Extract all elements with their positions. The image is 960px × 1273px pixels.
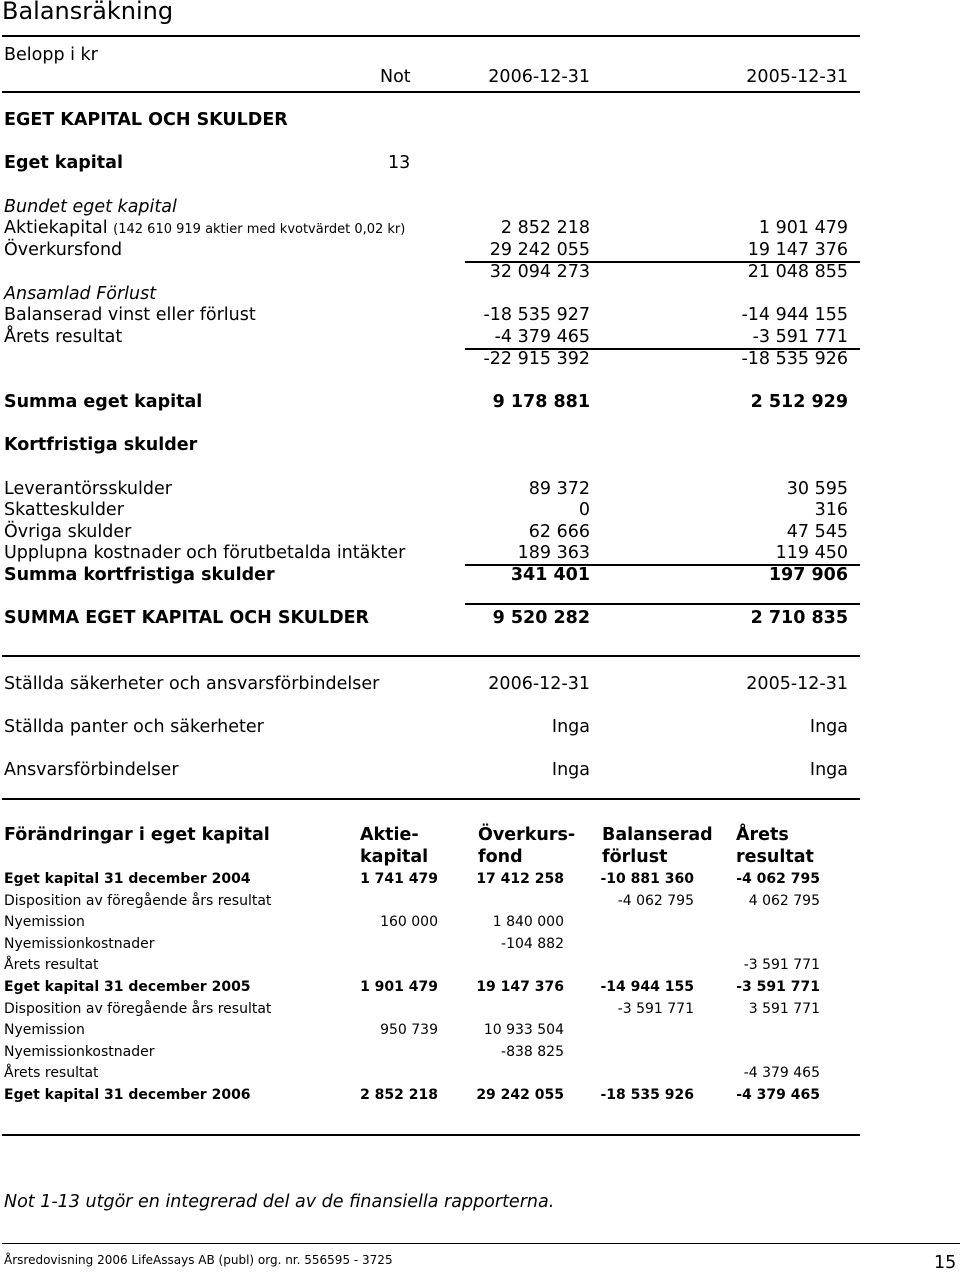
changes-cell: -104 882 xyxy=(501,936,564,952)
divider xyxy=(2,1134,860,1136)
skuld-2005: 316 xyxy=(814,500,848,520)
aktiekapital-2006: 2 852 218 xyxy=(500,218,590,238)
col-overkurs-1: Överkurs- xyxy=(478,825,576,845)
summa-total-2005: 2 710 835 xyxy=(750,608,848,628)
changes-cell: -3 591 771 xyxy=(617,1001,694,1017)
changes-cell: 4 062 795 xyxy=(748,893,820,909)
col-balanserad-2: förlust xyxy=(602,847,668,867)
changes-row-label: Eget kapital 31 december 2006 xyxy=(4,1087,251,1103)
changes-cell: 3 591 771 xyxy=(748,1001,820,1017)
changes-row-label: Nyemissionkostnader xyxy=(4,1044,155,1060)
panter-2005: Inga xyxy=(809,717,848,737)
arets-2006: -4 379 465 xyxy=(494,327,590,347)
aktiekapital-name: Aktiekapital xyxy=(4,218,108,238)
changes-row-label: Eget kapital 31 december 2005 xyxy=(4,979,251,995)
skuld-2006: 189 363 xyxy=(517,543,590,563)
footer-text: Årsredovisning 2006 LifeAssays AB (publ) org. nr. 556595 - 3725 xyxy=(4,1253,393,1267)
divider xyxy=(2,35,860,37)
arets-2005: -3 591 771 xyxy=(752,327,848,347)
ansamlad-heading: Ansamlad Förlust xyxy=(4,284,157,304)
changes-cell: -4 062 795 xyxy=(617,893,694,909)
stallda-2005: 2005-12-31 xyxy=(746,674,848,694)
skuld-2006: 62 666 xyxy=(528,522,590,542)
changes-row-label: Disposition av föregående års resultat xyxy=(4,1001,272,1017)
summa-total-2006: 9 520 282 xyxy=(492,608,590,628)
changes-cell: -10 881 360 xyxy=(600,871,694,887)
ansvar-2006: Inga xyxy=(551,760,590,780)
changes-row-label: Eget kapital 31 december 2004 xyxy=(4,871,251,887)
skuld-label: Övriga skulder xyxy=(4,522,132,542)
changes-cell: -838 825 xyxy=(501,1044,564,1060)
header-not: Not xyxy=(380,67,411,87)
changes-cell: 1 741 479 xyxy=(360,871,438,887)
ansvar-2005: Inga xyxy=(809,760,848,780)
changes-cell: 160 000 xyxy=(380,914,438,930)
divider xyxy=(465,603,860,605)
changes-row-label: Nyemission xyxy=(4,1022,85,1038)
changes-title: Förändringar i eget kapital xyxy=(4,825,270,845)
col-balanserad-1: Balanserad xyxy=(602,825,713,845)
divider xyxy=(2,655,860,657)
section-heading: EGET KAPITAL OCH SKULDER xyxy=(4,110,288,130)
changes-cell: 17 412 258 xyxy=(476,871,564,887)
changes-cell: 19 147 376 xyxy=(476,979,564,995)
changes-cell: 1 840 000 xyxy=(492,914,564,930)
skuld-2006: 0 xyxy=(578,500,590,520)
changes-cell: -4 062 795 xyxy=(736,871,820,887)
skuld-label: Upplupna kostnader och förutbetalda intäkter xyxy=(4,543,406,563)
skuld-2005: 47 545 xyxy=(786,522,848,542)
changes-cell: -3 591 771 xyxy=(736,979,820,995)
col-overkurs-2: fond xyxy=(478,847,523,867)
skuld-2005: 30 595 xyxy=(786,479,848,499)
changes-cell: -3 591 771 xyxy=(743,957,820,973)
skuld-label: Leverantörsskulder xyxy=(4,479,172,499)
changes-row-label: Årets resultat xyxy=(4,957,99,973)
changes-row-label: Årets resultat xyxy=(4,1065,99,1081)
skuld-label: Skatteskulder xyxy=(4,500,124,520)
summa-eget-2006: 9 178 881 xyxy=(492,392,590,412)
stallda-2006: 2006-12-31 xyxy=(488,674,590,694)
summa-kort-label: Summa kortfristiga skulder xyxy=(4,565,275,585)
changes-cell: -4 379 465 xyxy=(736,1087,820,1103)
overkursfond-2006: 29 242 055 xyxy=(489,240,590,260)
changes-row-label: Nyemissionkostnader xyxy=(4,936,155,952)
kortfristiga-heading: Kortfristiga skulder xyxy=(4,435,198,455)
ansamlad-sum-2006: -22 915 392 xyxy=(483,349,590,369)
bundet-heading: Bundet eget kapital xyxy=(4,197,177,217)
summa-kort-2005: 197 906 xyxy=(768,565,848,585)
note-ref: 13 xyxy=(388,153,411,173)
summa-kort-2006: 341 401 xyxy=(510,565,590,585)
footer-divider xyxy=(2,1243,960,1244)
summa-eget-2005: 2 512 929 xyxy=(750,392,848,412)
aktiekapital-label xyxy=(4,218,405,238)
changes-cell: -14 944 155 xyxy=(600,979,694,995)
changes-cell: -18 535 926 xyxy=(600,1087,694,1103)
changes-cell: 29 242 055 xyxy=(476,1087,564,1103)
stallda-label: Ställda säkerheter och ansvarsförbindelser xyxy=(4,674,380,694)
arets-label: Årets resultat xyxy=(4,327,123,347)
changes-cell: 2 852 218 xyxy=(360,1087,438,1103)
bundet-sum-2005: 21 048 855 xyxy=(747,262,848,282)
changes-cell: 10 933 504 xyxy=(483,1022,564,1038)
unit-label: Belopp i kr xyxy=(4,45,98,65)
eget-kapital-heading: Eget kapital xyxy=(4,153,123,173)
divider xyxy=(2,91,860,93)
changes-cell: 950 739 xyxy=(380,1022,438,1038)
changes-cell: -4 379 465 xyxy=(743,1065,820,1081)
summa-eget-label: Summa eget kapital xyxy=(4,392,203,412)
col-arets-1: Årets xyxy=(736,825,789,845)
balanserad-label: Balanserad vinst eller förlust xyxy=(4,305,256,325)
changes-cell: 1 901 479 xyxy=(360,979,438,995)
overkursfond-label: Överkursfond xyxy=(4,240,123,260)
page-title: Balansräkning xyxy=(2,0,174,25)
panter-2006: Inga xyxy=(551,717,590,737)
col-arets-2: resultat xyxy=(736,847,814,867)
balanserad-2005: -14 944 155 xyxy=(741,305,848,325)
ansvar-label: Ansvarsförbindelser xyxy=(4,760,179,780)
bundet-sum-2006: 32 094 273 xyxy=(489,262,590,282)
skuld-2005: 119 450 xyxy=(775,543,848,563)
panter-label: Ställda panter och säkerheter xyxy=(4,717,264,737)
col-aktie-2: kapital xyxy=(360,847,429,867)
aktiekapital-sub: (142 610 919 aktier med kvotvärdet 0,02 kr) xyxy=(113,222,406,237)
header-2006: 2006-12-31 xyxy=(488,67,590,87)
aktiekapital-2005: 1 901 479 xyxy=(758,218,848,238)
divider xyxy=(2,798,860,800)
changes-row-label: Disposition av föregående års resultat xyxy=(4,893,272,909)
summa-total-label: SUMMA EGET KAPITAL OCH SKULDER xyxy=(4,608,370,628)
page-number: 15 xyxy=(934,1253,957,1273)
skuld-2006: 89 372 xyxy=(528,479,590,499)
balanserad-2006: -18 535 927 xyxy=(483,305,590,325)
header-2005: 2005-12-31 xyxy=(746,67,848,87)
notes-statement: Not 1-13 utgör en integrerad del av de finansiella rapporterna. xyxy=(4,1192,555,1212)
changes-row-label: Nyemission xyxy=(4,914,85,930)
ansamlad-sum-2005: -18 535 926 xyxy=(741,349,848,369)
col-aktie-1: Aktie- xyxy=(360,825,419,845)
overkursfond-2005: 19 147 376 xyxy=(747,240,848,260)
